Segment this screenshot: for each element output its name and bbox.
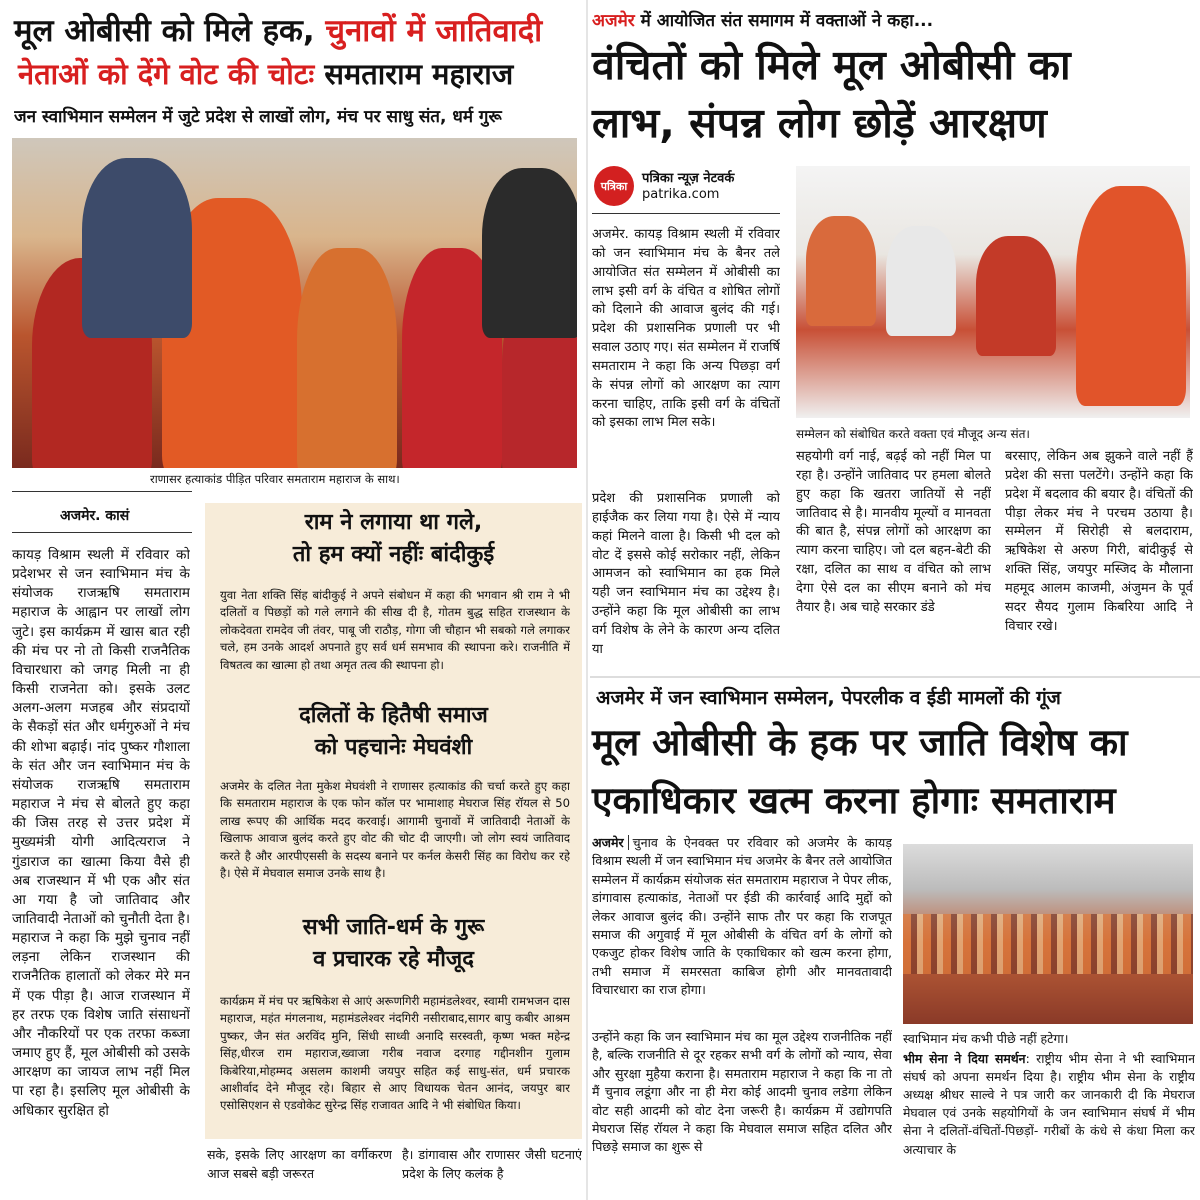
box2-title2: को पहचानेः मेघवंशी — [314, 735, 473, 760]
rb-body2: उन्होंने कहा कि जन स्वाभिमान मंच का मूल उद्देश्य राजनीतिक नहीं है, बल्कि राजनीति से दूर रहकर सभी वर्ग के लोगों को न्याय, सेवा और सुरक्षा मुहैया कराना है। समताराम महाराज ने कहा कि ना तो मैं चुनाव लडूंगा और ना ही मेरा कोई आदमी चुनाव लडेगा लेकिन वोट सही आदमी को वोट देना जरूरी है। कार्यक्रम में उद्योगपति मेघराज सिंह रॉयल ने कहा कि मेघवाल समाज सहित दलित और पिछड़े समाज का शुरू से — [592, 1029, 892, 1155]
right-top-body1: अजमेर. कायड़ विश्राम स्थली में रविवार को जन स्वाभिमान मंच के बैनर तले आयोजित संत सम्मेलन में ओबीसी का लाभ इसी वर्ग के वंचित व शोषित लोगों को दिलाने की आवाज बुलंद की गई। प्रदेश की प्रशासनिक प्रणाली पर भी सवाल उठाए गए। संत सम्मेलन में राजर्षि समताराम ने कहा कि अन्य पिछड़ा वर्ग के संपन्न लोगों को आरक्षण का त्याग करना चाहिए, ताकि इसी वर्ग के वंचितों को इसका लाभ मिल सके। — [592, 227, 780, 431]
left-headline-red: चुनावों में जातिवादी — [325, 13, 543, 49]
right-headline1: वंचितों को मिले मूल ओबीसी का — [592, 41, 1071, 89]
patrika-site: patrika.com — [642, 187, 720, 202]
rb-body1: चुनाव के ऐनवक्त पर रविवार को अजमेर के कायड़ विश्राम स्थली में जन स्वाभिमान मंच अजमेर के बैनर तले आयोजित सम्मेलन में कार्यक्रम संयोजक संत समताराम महाराज ने पेपर लीक, डांगावास हत्याकांड, नेताओं पर ईडी की कार्रवाई आदि मुद्दों को लेकर आवाज बुलंद की। उन्होंने साफ तौर पर कहा कि राजपूत समाज की अगुवाई में मूल ओबीसी के वंचित वर्ग के लोगों को एकजुट होकर विशेष जाति के एकाधिकार को खत्म करना होगा, तभी समाज में समरसता काबिज होगी और मानवतावादी विचारधारा का राज होगा। — [592, 835, 892, 997]
left-dateline: अजमेर. कासं — [60, 508, 130, 524]
left-body: कायड़ विश्राम स्थली में रविवार को प्रदेशभर से जन स्वाभिमान मंच के संयोजक राजऋषि समताराम महाराज के आह्वान पर लाखों लोग जुटे। इस कार्यक्रम में खास बात रही की मंच पर नो तो किसी राजनैतिक विचारधारा को जगह मिली ना ही किसी राजनेता को। इसके उलट अलग-अलग मजहब और संप्रदायों के सैकड़ों संत और धर्मगुरुओं ने मंच की शोभा बढ़ाई। नांद पुष्कर गौशाला के संत और जन स्वाभिमान मंच के संयोजक राजऋषि समताराम महाराज ने मंच से बोलते हुए कहा की जिस तरह से उत्तर प्रदेश में मुख्यमंत्री योगी आदित्यराज ने गुंडाराज का खात्मा किया वैसे ही अब राजस्थान में भी एक और संत आ गया है जो जातिवाद और जातिवादी नेताओं को चुनौती देता है। महाराज ने कहा कि मुझे चुनाव नहीं लड़ना लेकिन राजस्थान की राजनैतिक हालातों को लेकर मेरे मन में एक पीड़ा है। आज राजस्थान में हर तरफ एक विशेष जाति संसाधनों और नौकरियों पर एक तरफा कब्जा जमाए हुए हैं, मूल ओबीसी को उसके आरक्षण का जायज लाभ नहीं मिल पा रहा है। इसलिए मूल ओबीसी के अधिकार सुरक्षित हो — [12, 547, 190, 1119]
box3-title2: व प्रचारक रहे मौजूद — [313, 947, 474, 972]
right-top-photo-caption: सम्मेलन को संबोधित करते वक्ता एवं मौजूद अन्य संत। — [796, 427, 1030, 441]
box1-title2: तो हम क्यों नहींः बांदीकुई — [292, 542, 495, 567]
rb-kicker: अजमेर में जन स्वाभिमान सम्मेलन, पेपरलीक व ईडी मामलों की गूंज — [596, 687, 1061, 709]
box1-title1: राम ने लगाया था गले, — [304, 510, 483, 535]
left-photo — [12, 138, 577, 468]
rb-support — [903, 1050, 1195, 1200]
right-kicker — [592, 8, 933, 31]
rb-body1-wrap — [592, 834, 892, 1024]
patrika-network: पत्रिका न्यूज़ नेटवर्क — [642, 171, 735, 186]
left-bottom-a: सके, इसके लिए आरक्षण का वर्गीकरण आज सबसे बड़ी जरूरत — [207, 1147, 392, 1181]
box2-body: अजमेर के दलित नेता मुकेश मेघवंशी ने राणासर हत्याकांड की चर्चा करते हुए कहा कि समताराम महाराज के एक फोन कॉल पर भामाशाह मेघराज सिंह रॉयल से 50 लाख रूपए की आर्थिक मदद करवाई। आगामी चुनावों में जातिवादी नेताओं के खिलाफ आवाज बुलंद करते हुए वोट की चोट दी जाएगी। जो लोग स्वयं जातिवाद करते है और आरपीएससी के सदस्य बनाने पर कर्नल केसरी सिंह का विरोध कर रहे है। ऐसे में मेघवाल समाज उनके साथ है। — [220, 779, 570, 880]
left-subhead: जन स्वाभिमान सम्मेलन में जुटे प्रदेश से लाखों लोग, मंच पर साधु संत, धर्म गुरू — [14, 107, 502, 127]
left-headline-black: मूल ओबीसी को मिले हक, — [14, 13, 315, 49]
right-top-col2: सहयोगी वर्ग नाई, बढ़ई को नहीं मिल पा रहा है। उन्होंने जातिवाद पर हमला बोलते हुए कहा कि खतरा जातियों से नहीं जातिवाद से है। मानवीय मूल्यों व मानवता की बात है, संपन्न लोगों को आरक्षण का त्याग करना चाहिए। जो दल बहन-बेटी की रक्षा, दलित का साथ व वंचित को लाभ देगा ऐसे दल का सीएम बनाने को मंच तैयार है। अब चाहे सरकार डंडे — [796, 449, 991, 615]
rb-headline2: एकाधिकार खत्म करना होगाः समताराम — [592, 779, 1116, 822]
rb-support-bold: भीम सेना ने दिया समर्थन — [903, 1051, 1026, 1066]
rb-photo-caption: स्वाभिमान मंच कभी पीछे नहीं हटेगा। — [903, 1031, 1069, 1046]
box3-body: कार्यक्रम में मंच पर ऋषिकेश से आएं अरूणगिरी महामंडलेश्वर, स्वामी रामभजन दास महाराज, महंत मंगलनाथ, महामंडलेश्वर नंदगिरी नसीराबाद,सागर बापु कबीर आश्रम पुष्कर, जैन संत अरविंद मुनि, सिंधी साध्वी अनादि सरस्वती, कृष्ण भक्त महेन्द्र सिंह,धीरज राम महाराज,ख्वाजा गरीब नवाज दरगाह गद्दीनशीन गुलाम किबेरिया,मोहम्मद असलम काशमी जयपुर सहित कई साधु-संत, धर्म प्रचारक आशीर्वाद देने मौजूद रहे। बिहार से आए विधायक चेतन आनंद, जयपुर बार एसोसिएशन से एडवोकेट सुरेन्द्र सिंह राजावत आदि ने भी संबोधित किया। — [220, 994, 570, 1113]
rb-dateline: अजमेर — [592, 835, 629, 850]
box2-title1: दलितों के हितैषी समाज — [299, 703, 488, 728]
right-top-photo — [796, 166, 1190, 418]
rb-headline1: मूल ओबीसी के हक पर जाति विशेष का — [592, 721, 1128, 764]
right-headline2: लाभ, संपन्न लोग छोड़ें आरक्षण — [592, 99, 1047, 147]
left-photo-caption: राणासर हत्याकांड पीड़ित परिवार समताराम महाराज के साथ। — [150, 472, 400, 486]
left-bottom-b: है। डांगावास और राणासर जैसी घटनाएं प्रदेश के लिए कलंक है — [402, 1147, 582, 1181]
right-top-col3: बरसाए, लेकिन अब झुकने वाले नहीं हैं प्रदेश की सत्ता पलटेंगे। उन्होंने कहा कि प्रदेश में बदलाव की बयार है। वंचितों की पीड़ा लेकर मंच ने परचम उठाया है। सम्मेलन में सिरोही से बलदाराम, ऋषिकेश से अरुण गिरी, बांदीकुई से शक्ति सिंह, जयपुर मस्जिद के मौलाना महमूद आलम काजमी, अंजुमन के पूर्व सदर सैयद गुलाम किबरिया आदि ने विचार रखे। — [1005, 449, 1193, 634]
right-kicker-red: अजमेर — [592, 11, 635, 31]
rb-photo — [903, 844, 1193, 1024]
box1-body: युवा नेता शक्ति सिंह बांदीकुई ने अपने संबोधन में कहा की भगवान श्री राम ने भी दलितों व पिछड़ों को गले लगाने की सीख दी है, गोतम बुद्ध सहित राजस्थान के लोकदेवता रामदेव जी तंवर, पाबू जी राठौड़, गोगा जी चौहान भी सबको गले लगाकर चले, हम उनके आदर्श अपनाते हुए सर्व धर्म समभाव की स्थापना करे। राजनीति में विषतत्व का खात्मा हो तथा अमृत तत्व की स्थापना हो। — [220, 588, 570, 672]
patrika-logo: पत्रिका — [594, 166, 634, 206]
right-top-col1: प्रदेश की प्रशासनिक प्रणाली को हाईजैक कर लिया गया है। ऐसे में न्याय कहां मिलने वाला है। किसी भी दल को वोट दें इससे कोई सरोकार नहीं, लेकिन आमजन को स्वाभिमान का हक मिले यही जन स्वाभिमान मंच का उद्देश्य है। उन्होंने कहा कि मूल ओबीसी का लाभ वर्ग विशेष के लेने के कारण अन्य दलित या — [592, 491, 780, 657]
rb-support-body: : राष्ट्रीय भीम सेना ने भी स्वाभिमान संघर्ष को अपना समर्थन दिया है। राष्ट्रीय भीम सेना के राष्ट्रीय अध्यक्ष श्रीधर साल्वे ने पत्र जारी कर जानकारी दी कि मेघराज मेघवाल एवं उनके सहयोगियों के जन स्वाभिमान संघर्ष में भीम सेना ने दलितों-वंचितों-पिछड़ों- गरीबों के कंधे से कंधा मिला कर अत्याचार के — [903, 1051, 1195, 1157]
left-headline-line2 — [18, 58, 583, 91]
left-headline-line1 — [14, 14, 579, 50]
right-kicker-rest: में आयोजित संत समागम में वक्ताओं ने कहा... — [640, 11, 934, 31]
box3-title1: सभी जाति-धर्म के गुरू — [302, 915, 485, 940]
left-headline-black2: समताराम महाराज — [324, 57, 514, 91]
left-headline-red2: नेताओं को देंगे वोट की चोटः — [18, 57, 315, 91]
